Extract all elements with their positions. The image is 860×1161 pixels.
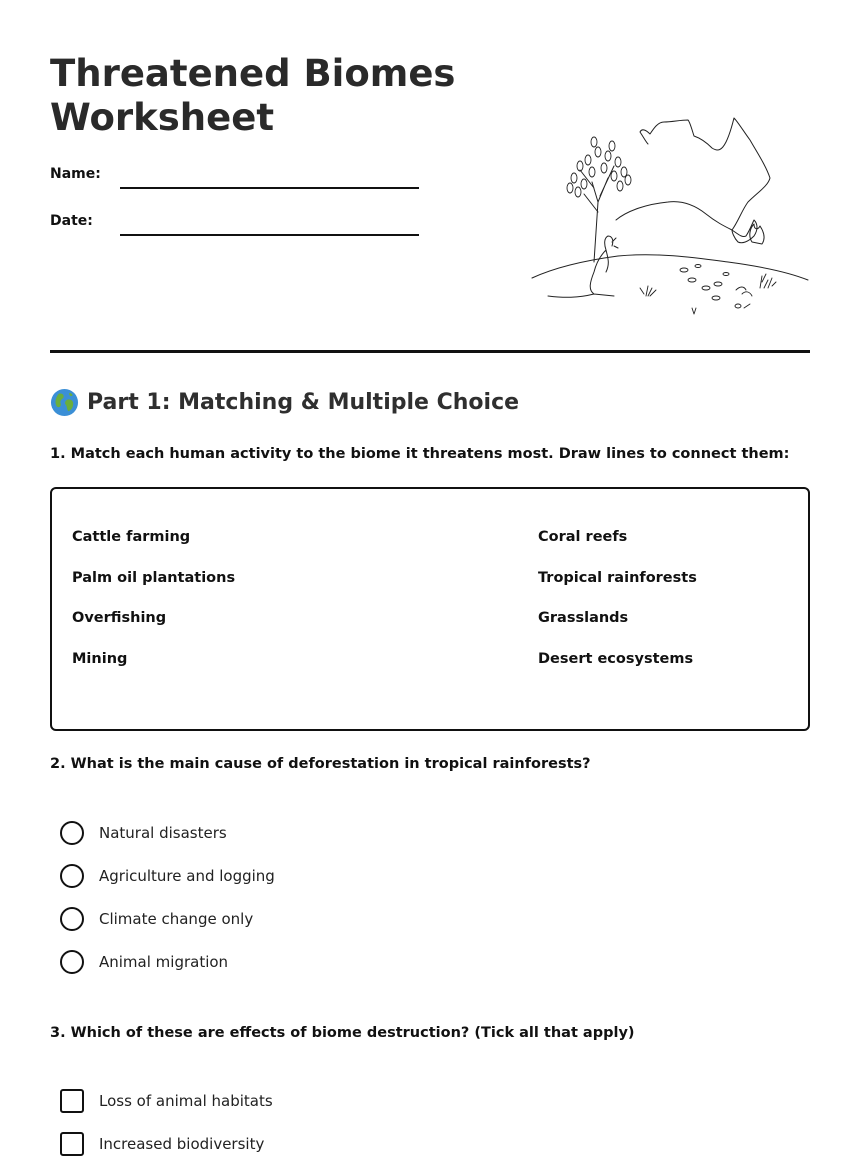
section-divider (50, 350, 810, 353)
globe-icon (50, 388, 79, 417)
radio-button[interactable] (60, 864, 84, 888)
ground-line (532, 255, 808, 280)
matching-box (50, 487, 810, 731)
q2-option-natural-disasters[interactable] (60, 821, 227, 845)
activity-cattle-farming[interactable]: Cattle farming (72, 529, 191, 545)
biome-desert-ecosystems[interactable]: Desert ecosystems (538, 651, 694, 667)
activity-overfishing[interactable]: Overfishing (72, 610, 167, 626)
q2-option-animal-migration[interactable] (60, 950, 228, 974)
checkbox[interactable] (60, 1132, 84, 1156)
radio-button[interactable] (60, 821, 84, 845)
worksheet-page (50, 0, 810, 1161)
biome-grasslands[interactable]: Grasslands (538, 610, 629, 626)
q3-option-loss-of-habitats[interactable] (60, 1089, 273, 1113)
activity-mining[interactable]: Mining (72, 651, 128, 667)
q3-option-increased-biodiversity[interactable] (60, 1132, 264, 1156)
radio-button[interactable] (60, 950, 84, 974)
option-label: Agriculture and logging (99, 867, 275, 885)
question-1: 1. Match each human activity to the biome it threatens most. Draw lines to connect them: (50, 446, 790, 462)
option-label: Natural disasters (99, 824, 227, 842)
activity-palm-oil[interactable]: Palm oil plantations (72, 570, 236, 586)
option-label: Animal migration (99, 953, 229, 971)
biome-coral-reefs[interactable]: Coral reefs (538, 529, 628, 545)
part1-heading (50, 388, 519, 417)
tree-icon (567, 137, 631, 262)
name-label: Name: (50, 166, 101, 182)
kangaroo-icon (548, 236, 618, 297)
question-3: 3. Which of these are effects of biome destruction? (Tick all that apply) (50, 1025, 635, 1041)
q2-option-agriculture-logging[interactable] (60, 864, 275, 888)
date-field[interactable] (120, 234, 419, 236)
part1-heading-text: Part 1: Matching & Multiple Choice (87, 390, 520, 415)
biome-tropical-rainforests[interactable]: Tropical rainforests (538, 570, 697, 586)
question-2: 2. What is the main cause of deforestation in tropical rainforests? (50, 756, 591, 772)
option-label: Loss of animal habitats (99, 1092, 273, 1110)
biomes-illustration (528, 112, 810, 322)
radio-button[interactable] (60, 907, 84, 931)
option-label: Climate change only (99, 910, 254, 928)
name-field[interactable] (120, 187, 419, 189)
checkbox[interactable] (60, 1089, 84, 1113)
option-label: Increased biodiversity (99, 1135, 265, 1153)
q2-option-climate-change[interactable] (60, 907, 253, 931)
date-label: Date: (50, 213, 93, 229)
worksheet-title: Threatened Biomes Worksheet (50, 52, 456, 139)
australia-outline-icon (616, 118, 770, 243)
coral-reef-icon (640, 265, 776, 315)
